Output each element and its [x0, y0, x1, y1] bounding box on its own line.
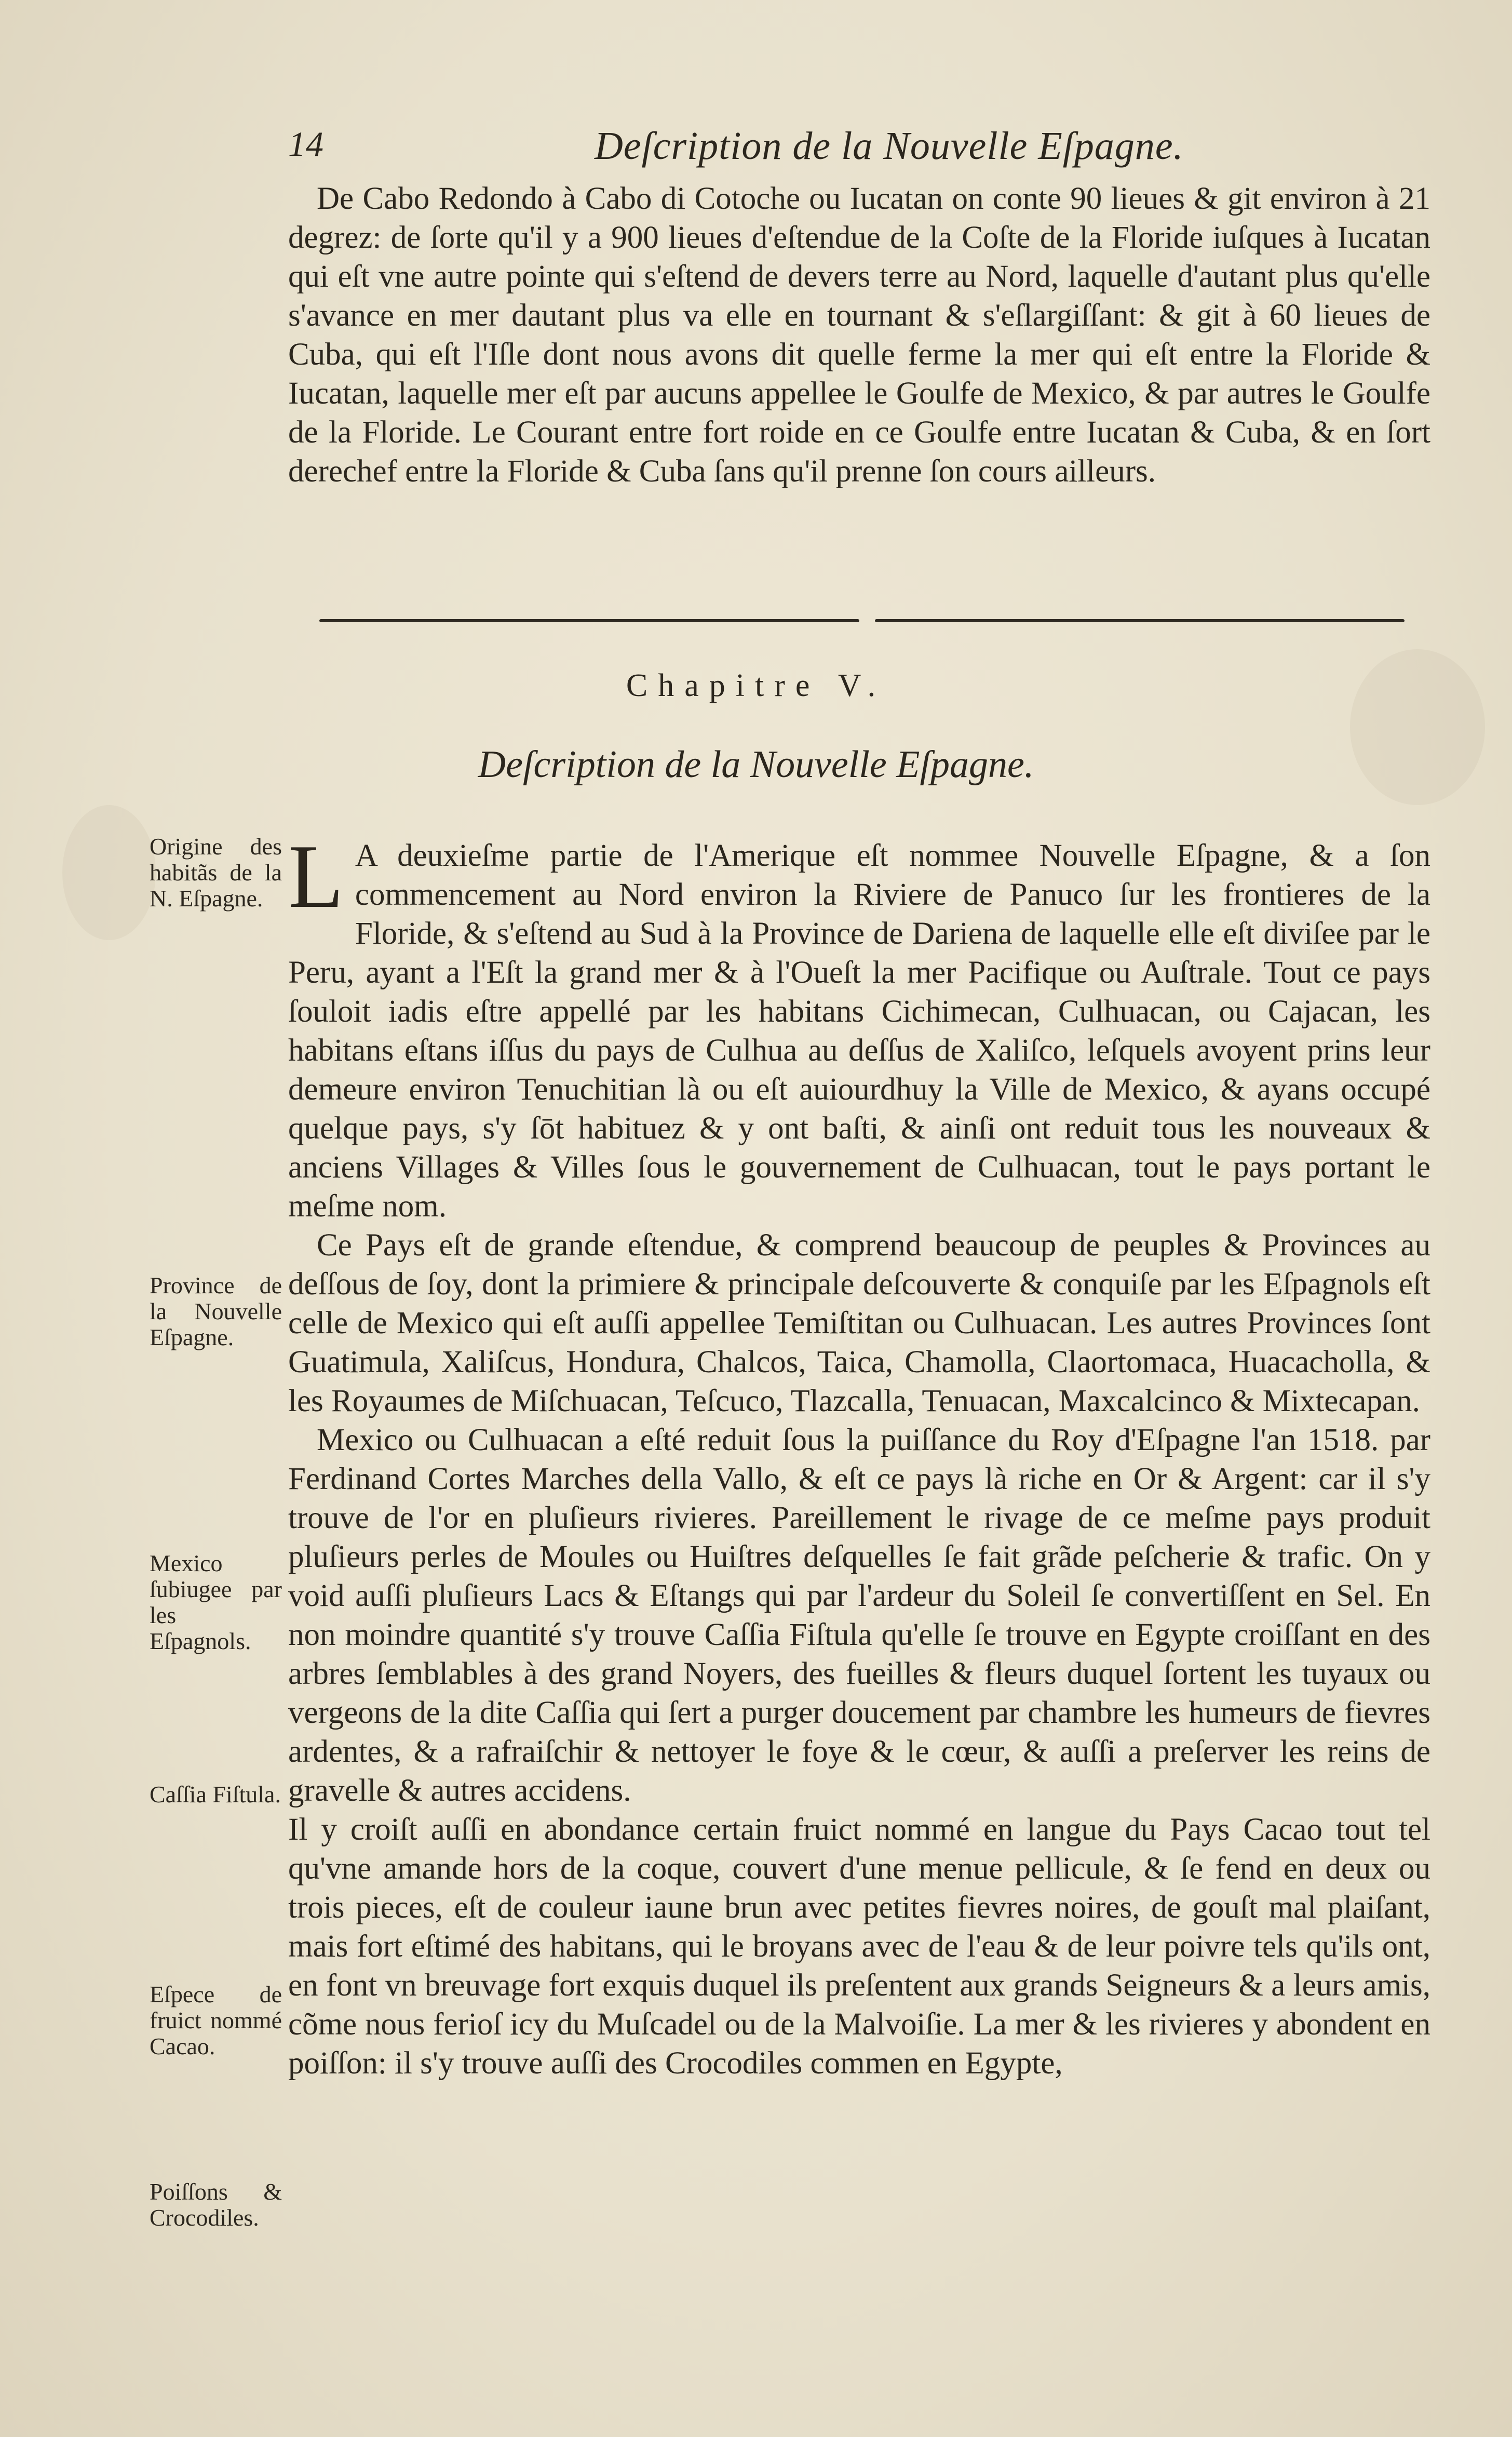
chapter-text-block: [288, 826, 1430, 2083]
page-number: 14: [288, 124, 323, 164]
chapter-subtitle: Deſcription de la Nouvelle Eſpagne.: [478, 743, 1034, 786]
divider-rule-right: [875, 619, 1405, 622]
paragraph-origin: [288, 826, 1430, 1226]
sidenote-mexico: Mexico ſubiugee par les Eſpagnols.: [150, 1550, 282, 1654]
running-head: [288, 124, 1275, 170]
paragraph-origin-text: A deuxieſme partie de l'Amerique eſt nommee Nouvelle Eſpagne, & a ſon commencement au Nord environ la Riviere de Panuco ſur les frontieres de la Floride, & s'eſtend au Sud à la Province de Dariena de laquelle elle eſt diviſee par le Peru, ayant a l'Eſt la grand mer & à l'Oueſt la mer Pacifique ou Auſtrale. Tout ce pays ſouloit iadis eſtre appellé par les habitans Cichimecan, Culhuacan, ou Cajacan, les habitans eſtans iſſus du pays de Culhua au deſſus de Xaliſco, leſquels avoyent prins leur demeure environ Tenuchitian là ou eſt auiourdhuy la Ville de Mexico, & ayans occupé quelque pays, s'y ſōt habituez & y ont baſti, & ainſi ont reduit tous les nouveaux & anciens Villages & Villes ſous le gouvernement de Culhuacan, tout le pays portant le meſme nom.: [288, 838, 1430, 1224]
sidenote-origine: Origine des habitãs de la N. Eſpagne.: [150, 833, 282, 912]
running-title: Deſcription de la Nouvelle Eſpagne.: [595, 124, 1184, 168]
section-divider: [319, 619, 1405, 625]
drop-cap: L: [288, 826, 344, 927]
paragraph-cacao: Il y croiſt auſſi en abondance certain fruict nommé en langue du Pays Cacao tout tel qu'vne amande hors de la coque, couvert d'une menue pellicule, & ſe fend en deux ou trois pieces, eſt de couleur iaune brun avec petites fievres noires, de gouſt mal plaiſant, mais fort eſtimé des habitans, qui le broyans avec de l'eau & de leur poivre tels qu'ils ont, en font vn breuvage fort exquis duquel ils preſentent aux grands Seigneurs & a leurs amis, cõme nous ferioſ icy du Muſcadel ou de la Malvoiſie. La mer & les rivieres y abondent en poiſſon: il s'y trouve auſſi des Crocodiles commen en Egypte,: [288, 1812, 1430, 2081]
intro-paragraph: De Cabo Redondo à Cabo di Cotoche ou Iucatan on conte 90 lieues & git environ à 21 degrez: de ſorte qu'il y a 900 lieues d'eſtendue de la Coſte de la Floride iuſques à Iucatan qui eſt vne autre pointe qui s'eſtend de devers terre au Nord, laquelle d'autant plus qu'elle s'avance en mer dautant plus va elle en tournant & s'eſlargiſſant: & git à 60 lieues de Cuba, qui eſt l'Iſle dont nous avons dit quelle ferme la mer qui eſt entre la Floride & Iucatan, laquelle mer eſt par aucuns appellee le Goulfe de Mexico, & par autres le Goulfe de la Floride. Le Courant entre fort roide en ce Goulfe entre Iucatan & Cuba, & en ſort derechef entre la Floride & Cuba ſans qu'il prenne ſon cours ailleurs.: [288, 181, 1430, 489]
chapter-title: Chapitre V.: [626, 668, 886, 703]
paragraph-provinces: Ce Pays eſt de grande eſtendue, & comprend beaucoup de peuples & Provinces au deſſous de ſoy, dont la primiere & principale deſcouverte & conquiſe par les Eſpagnols eſt celle de Mexico qui eſt auſſi appellee Temiſtitan ou Culhuacan. Les autres Provinces ſont Guatimula, Xaliſcus, Hondura, Chalcos, Taica, Chamolla, Claortomaca, Huacacholla, & les Royaumes de Miſchuacan, Teſcuco, Tlazcalla, Tenuacan, Maxcalcinco & Mixtecapan.: [288, 1228, 1430, 1418]
sidenote-cacao: Eſpece de fruict nommé Cacao.: [150, 1981, 282, 2059]
divider-rule-left: [319, 619, 859, 622]
intro-text-block: [288, 179, 1430, 491]
page-stain: [62, 805, 156, 940]
sidenote-cassia: Caſſia Fiſtula.: [150, 1781, 281, 1807]
sidenote-province: Province de la Nouvelle Eſpagne.: [150, 1272, 282, 1350]
paragraph-mexico: Mexico ou Culhuacan a eſté reduit ſous la puiſſance du Roy d'Eſpagne l'an 1518. par Ferdinand Cortes Marches della Vallo, & eſt ce pays là riche en Or & Argent: car il s'y trouve de l'or en pluſieurs rivieres. Pareillement le rivage de ce meſme pays produit pluſieurs perles de Moules ou Huiſtres deſquelles ſe fait grãde peſcherie & trafic. On y void auſſi pluſieurs Lacs & Eſtangs qui par l'ardeur du Soleil ſe convertiſſent en Sel. En non moindre quantité s'y trouve Caſſia Fiſtula qu'elle ſe trouve en Egypte croiſſant en des arbres ſemblables à des grand Noyers, des fueilles & fleurs duquel ſortent les tuyaux ou vergeons de la dite Caſſia qui ſert a purger doucement par chambre les humeurs de fievres ardentes, & a rafraiſchir & nettoyer le foye & le cœur, & auſſi a preſerver les reins de gravelle & autres accidens.: [288, 1423, 1430, 1808]
sidenote-crocodiles: Poiſſons & Crocodiles.: [150, 2178, 282, 2231]
